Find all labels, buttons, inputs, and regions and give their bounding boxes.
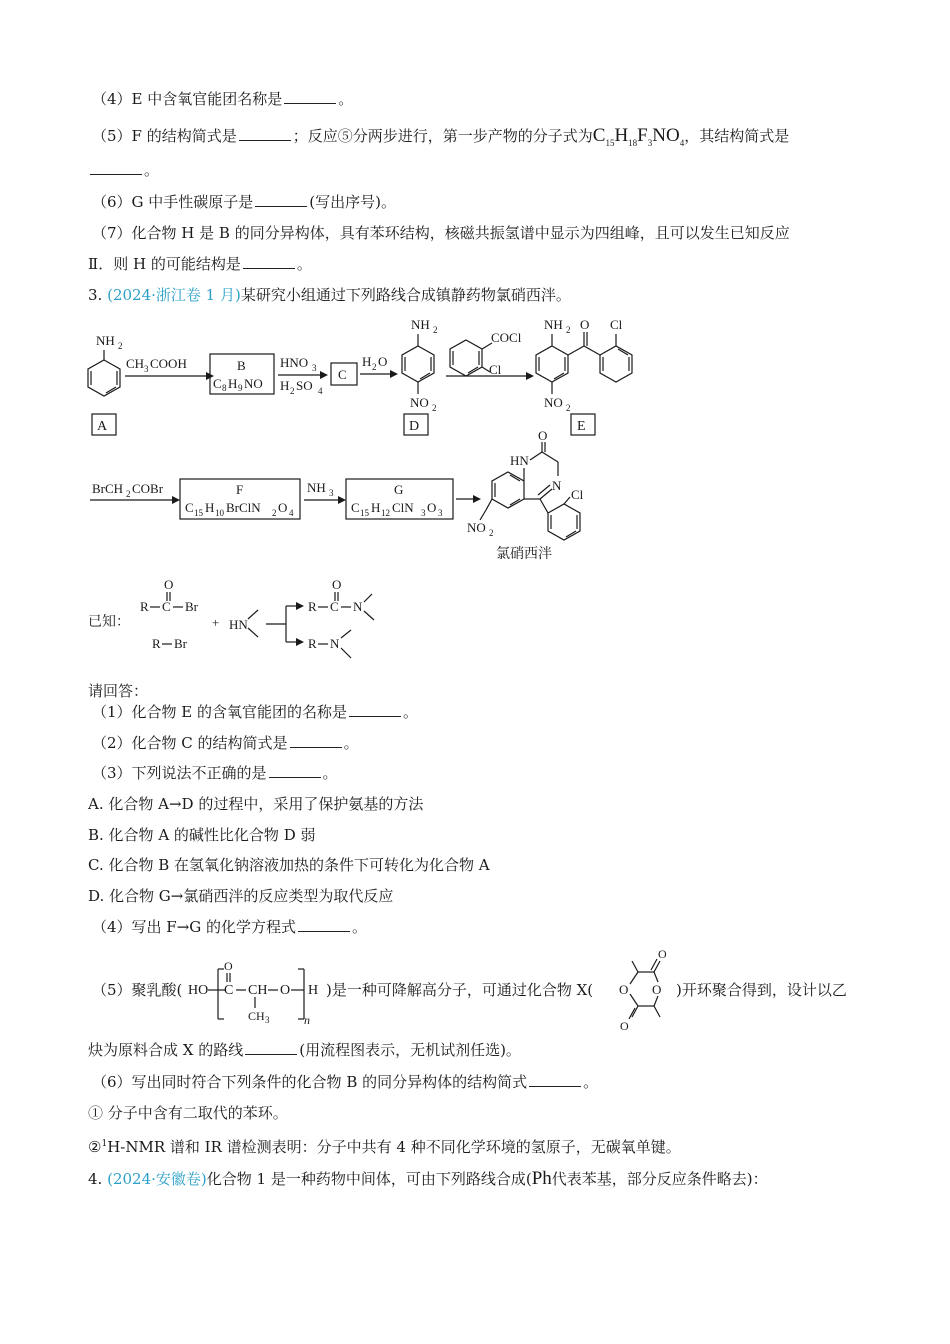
q3-sub5-d: 炔为原料合成 X 的路线 (用流程图表示，无机试剂任选)。 bbox=[88, 1041, 521, 1059]
svg-text:4: 4 bbox=[318, 386, 323, 396]
svg-text:15: 15 bbox=[194, 508, 203, 518]
svg-text:O: O bbox=[620, 1019, 629, 1033]
svg-text:O: O bbox=[538, 428, 548, 443]
question-3-header: 3. (2024·浙江卷 1 月)某研究小组通过下列路线合成镇静药物氯硝西泮。 bbox=[88, 286, 571, 304]
option-d[interactable]: D. 化合物 G→氯硝西泮的反应类型为取代反应 bbox=[88, 887, 394, 905]
reagent-acyl-chloride bbox=[450, 330, 522, 377]
lactide-structure bbox=[619, 947, 667, 1033]
answer-prompt: 请回答： bbox=[88, 682, 149, 700]
svg-text:3: 3 bbox=[312, 363, 317, 373]
source-link[interactable]: (2024·浙江卷 1 月) bbox=[107, 286, 241, 304]
svg-text:NH: NH bbox=[544, 317, 563, 332]
option-c[interactable]: C. 化合物 B 在氢氧化钠溶液加热的条件下可转化为化合物 A bbox=[88, 856, 490, 874]
svg-text:已知：: 已知： bbox=[88, 615, 130, 630]
svg-text:12: 12 bbox=[381, 508, 390, 518]
svg-text:CH: CH bbox=[248, 1009, 265, 1023]
svg-text:B: B bbox=[237, 358, 246, 373]
svg-text:Cl: Cl bbox=[571, 487, 584, 502]
svg-text:2: 2 bbox=[489, 528, 494, 538]
svg-text:NH: NH bbox=[307, 480, 326, 495]
svg-text:C: C bbox=[213, 376, 222, 391]
answer-blank[interactable] bbox=[529, 1072, 581, 1087]
svg-text:3: 3 bbox=[438, 508, 443, 518]
svg-text:C: C bbox=[185, 500, 194, 515]
known-reaction bbox=[88, 577, 374, 658]
label-a: A bbox=[97, 419, 108, 434]
svg-text:15: 15 bbox=[360, 508, 369, 518]
svg-text:Cl: Cl bbox=[489, 362, 502, 377]
svg-text:COBr: COBr bbox=[132, 481, 164, 496]
svg-text:HN: HN bbox=[510, 453, 529, 468]
q3-sub1: （1）化合物 E 的含氧官能团的名称是 。 bbox=[92, 703, 419, 721]
svg-text:3: 3 bbox=[144, 364, 149, 374]
condition-2: ②$^1$H-NMR 谱和 IR 谱检测表明：分子中共有 4 种不同化学环境的氢原子，无碳氧单键。 bbox=[88, 1138, 681, 1156]
q3-sub4: （4）写出 F→G 的化学方程式 。 bbox=[92, 918, 368, 936]
svg-text:ClN: ClN bbox=[392, 500, 414, 515]
svg-text:O: O bbox=[378, 354, 388, 369]
svg-text:C: C bbox=[351, 500, 360, 515]
svg-text:O: O bbox=[280, 983, 291, 998]
svg-text:H: H bbox=[280, 378, 290, 393]
svg-text:4: 4 bbox=[289, 508, 294, 518]
svg-text:2: 2 bbox=[118, 341, 123, 351]
svg-text:C: C bbox=[162, 599, 171, 614]
svg-text:COCl: COCl bbox=[491, 330, 522, 345]
svg-text:SO: SO bbox=[296, 378, 313, 393]
svg-text:O: O bbox=[652, 982, 662, 997]
q3-sub5-a: （5）聚乳酸( bbox=[92, 981, 183, 999]
answer-blank[interactable] bbox=[245, 1040, 297, 1055]
q3-sub5-c: )开环聚合得到，设计以乙 bbox=[676, 981, 847, 999]
clonazepam-structure bbox=[467, 428, 584, 540]
svg-text:R: R bbox=[140, 599, 149, 614]
svg-text:O: O bbox=[278, 500, 288, 515]
svg-text:Br: Br bbox=[185, 599, 198, 614]
svg-text:n: n bbox=[304, 1013, 310, 1027]
q-4-sub5: （5）F 的结构简式是 ；反应⑤分两步进行，第一步产物的分子式为$C_{15}H_{18}F_3NO_4$，其结构简式是 bbox=[92, 125, 790, 148]
svg-text:NO: NO bbox=[544, 395, 563, 410]
svg-text:Br: Br bbox=[174, 636, 187, 651]
svg-text:O: O bbox=[164, 577, 174, 592]
svg-text:O: O bbox=[224, 959, 233, 973]
svg-text:O: O bbox=[332, 577, 342, 592]
svg-text:H: H bbox=[228, 376, 238, 391]
svg-text:2: 2 bbox=[566, 403, 571, 413]
svg-text:C: C bbox=[224, 983, 234, 998]
svg-text:3: 3 bbox=[421, 508, 426, 518]
svg-text:D: D bbox=[409, 419, 420, 434]
svg-text:F: F bbox=[236, 482, 244, 497]
svg-text:3: 3 bbox=[329, 488, 334, 498]
svg-text:Cl: Cl bbox=[610, 317, 623, 332]
svg-text:R: R bbox=[308, 636, 317, 651]
svg-text:O: O bbox=[427, 500, 437, 515]
polylactic-acid-structure bbox=[188, 959, 318, 1027]
svg-text:2: 2 bbox=[290, 386, 295, 396]
svg-text:HNO: HNO bbox=[280, 355, 309, 370]
svg-text:CH: CH bbox=[126, 356, 145, 371]
svg-text:NO: NO bbox=[467, 520, 486, 535]
answer-blank[interactable] bbox=[298, 917, 350, 932]
svg-text:C: C bbox=[330, 599, 339, 614]
molecular-formula: $C_{15}H_{18}F_3NO_4$ bbox=[592, 125, 685, 148]
answer-blank[interactable] bbox=[349, 702, 401, 717]
svg-text:H: H bbox=[205, 500, 215, 515]
svg-text:N: N bbox=[552, 478, 562, 493]
svg-text:R: R bbox=[308, 599, 317, 614]
svg-text:10: 10 bbox=[215, 508, 224, 518]
svg-text:BrCH: BrCH bbox=[92, 481, 124, 496]
svg-text:2: 2 bbox=[433, 325, 438, 335]
svg-text:3: 3 bbox=[265, 1015, 270, 1025]
svg-text:NH: NH bbox=[96, 333, 115, 348]
answer-blank[interactable] bbox=[269, 763, 321, 778]
svg-text:O: O bbox=[619, 982, 629, 997]
svg-text:BrClN: BrClN bbox=[226, 500, 261, 515]
svg-text:HN: HN bbox=[229, 617, 248, 632]
svg-text:H: H bbox=[308, 983, 319, 998]
svg-text:H: H bbox=[371, 500, 381, 515]
svg-text:+: + bbox=[212, 615, 220, 630]
option-a[interactable]: A. 化合物 A→D 的过程中，采用了保护氨基的方法 bbox=[88, 795, 424, 813]
svg-text:N: N bbox=[353, 599, 363, 614]
q-4-sub7: （7）化合物 H 是 B 的同分异构体，具有苯环结构，核磁共振氢谱中显示为四组峰，且可以发生已知反应 bbox=[92, 224, 790, 242]
q3-sub6: （6）写出同时符合下列条件的化合物 B 的同分异构体的结构简式 。 bbox=[92, 1073, 599, 1091]
q-4-sub7-cont: Ⅱ．则 H 的可能结构是 。 bbox=[88, 255, 312, 273]
svg-text:2: 2 bbox=[372, 362, 377, 372]
condition-1: ① 分子中含有二取代的苯环。 bbox=[88, 1104, 288, 1122]
q3-sub2: （2）化合物 C 的结构简式是 。 bbox=[92, 734, 359, 752]
option-b[interactable]: B. 化合物 A 的碱性比化合物 D 弱 bbox=[88, 826, 316, 844]
svg-text:HO: HO bbox=[188, 983, 209, 998]
svg-text:8: 8 bbox=[222, 383, 227, 393]
svg-text:R: R bbox=[152, 636, 161, 651]
compound-a-structure bbox=[88, 333, 123, 396]
svg-text:2: 2 bbox=[566, 325, 571, 335]
svg-text:9: 9 bbox=[238, 383, 243, 393]
q-4-sub4: （4）E 中含氧官能团名称是 。 bbox=[92, 90, 354, 108]
svg-text:2: 2 bbox=[272, 508, 277, 518]
q-4-sub5-cont: 。 bbox=[88, 160, 159, 180]
svg-text:NH: NH bbox=[411, 317, 430, 332]
svg-text:H: H bbox=[362, 354, 372, 369]
svg-text:O: O bbox=[658, 947, 667, 961]
svg-text:O: O bbox=[580, 317, 590, 332]
compound-d-structure bbox=[402, 317, 438, 413]
svg-text:COOH: COOH bbox=[150, 356, 187, 371]
source-link[interactable]: (2024·安徽卷) bbox=[107, 1170, 207, 1188]
svg-text:NO: NO bbox=[410, 395, 429, 410]
svg-text:2: 2 bbox=[432, 403, 437, 413]
svg-text:C: C bbox=[338, 367, 347, 382]
svg-text:2: 2 bbox=[126, 489, 131, 499]
svg-text:CH: CH bbox=[248, 983, 268, 998]
svg-text:E: E bbox=[577, 419, 586, 434]
svg-text:G: G bbox=[394, 482, 404, 497]
drug-name: 氯硝西泮 bbox=[496, 547, 552, 562]
q-4-sub6: （6）G 中手性碳原子是 (写出序号)。 bbox=[92, 193, 397, 211]
svg-text:N: N bbox=[330, 636, 340, 651]
q3-sub5-b: )是一种可降解高分子，可通过化合物 X( bbox=[326, 981, 594, 999]
q3-sub3: （3）下列说法不正确的是 。 bbox=[92, 764, 338, 782]
svg-text:NO: NO bbox=[244, 376, 263, 391]
question-4-header: 4. (2024·安徽卷)化合物 1 是一种药物中间体，可由下列路线合成(Ph代表苯基，部分反应条件略去)： bbox=[88, 1168, 768, 1189]
compound-e-structure bbox=[536, 317, 632, 413]
answer-blank[interactable] bbox=[290, 733, 342, 748]
